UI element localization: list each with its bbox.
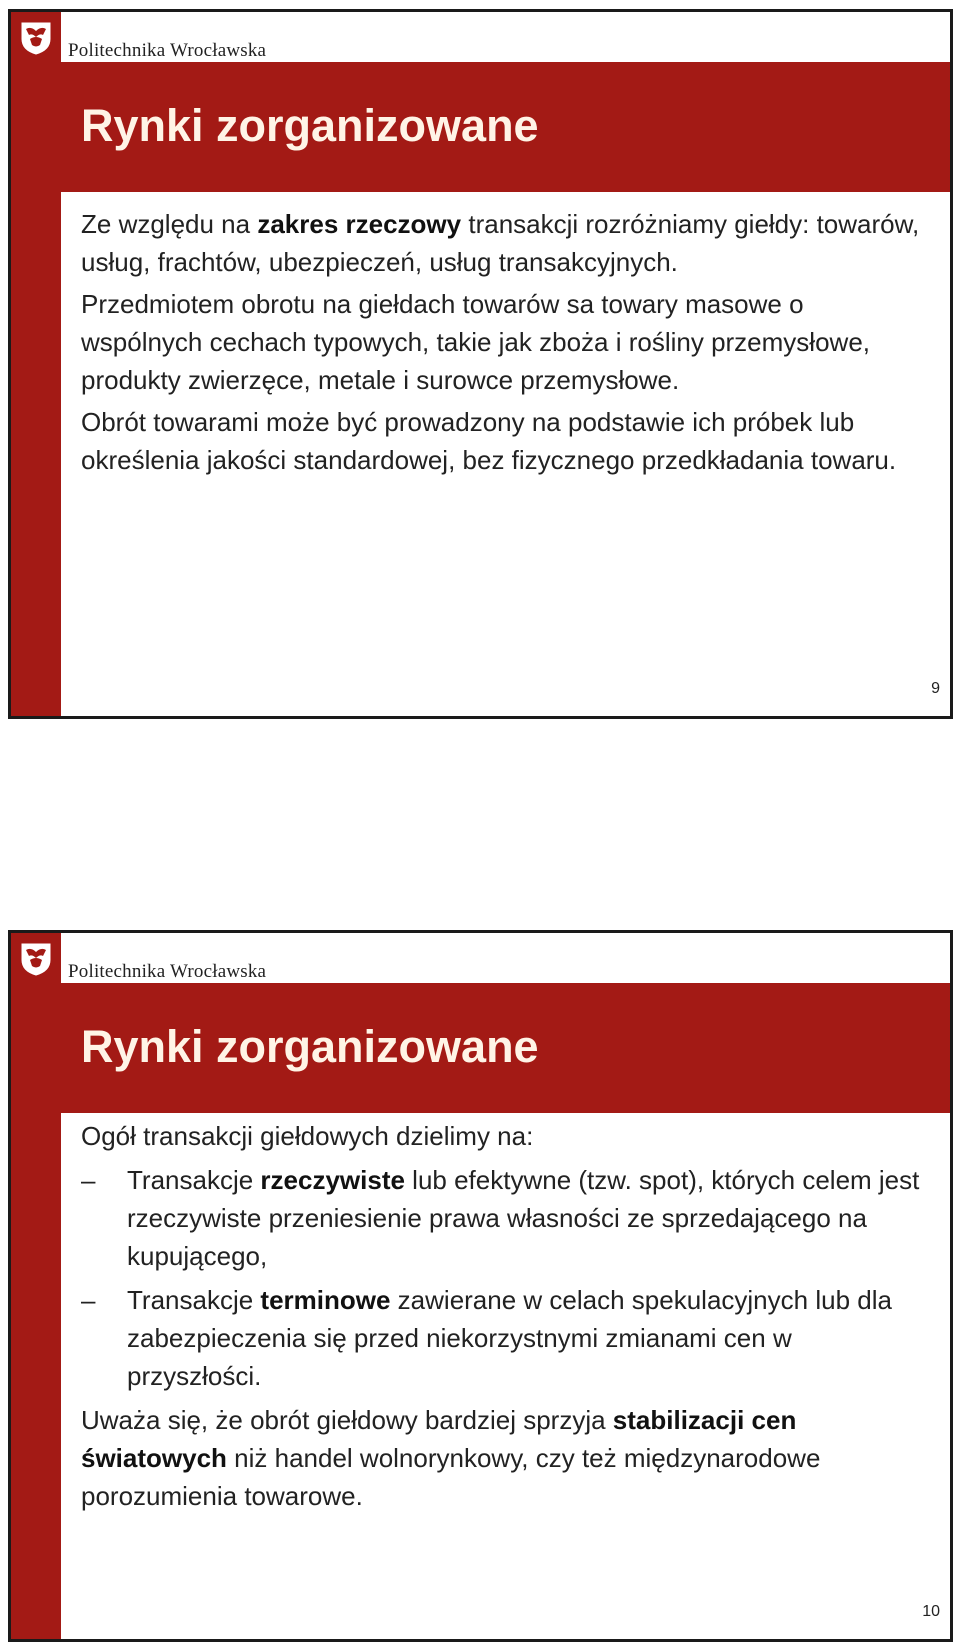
text-span: transakcji rozróżniamy giełdy: towarów, usług, frachtów, ubezpieczeń, usług transakcyjnych. xyxy=(81,209,920,277)
university-crest-icon xyxy=(11,933,61,983)
title-band xyxy=(61,983,950,1113)
bold-term: rzeczywiste xyxy=(260,1165,405,1195)
dash-bullet: – xyxy=(81,1165,96,1195)
paragraph-scope xyxy=(81,205,920,281)
university-name: Politechnika Wrocławska xyxy=(68,961,267,982)
left-accent-bar xyxy=(11,12,61,716)
text-span: niż handel wolnorynkowy, czy też międzynarodowe porozumienia towarowe. xyxy=(81,1443,821,1511)
header-logo-area xyxy=(11,933,950,983)
slide-body xyxy=(81,1117,920,1519)
slide-body xyxy=(81,205,920,483)
title-band xyxy=(61,62,950,192)
paragraph-goods: Przedmiotem obrotu na giełdach towarów sa towary masowe o wspólnych cechach typowych, takie jak zboża i rośliny przemysłowe, produkty zwierzęce, metale i surowce przemysłowe. xyxy=(81,289,871,395)
list-item-spot xyxy=(81,1161,920,1275)
text-span: zawierane w celach spekulacyjnych lub dla zabezpieczenia się przed niekorzystnymi zmianami cen w przyszłości. xyxy=(127,1285,892,1391)
paragraph-stabilization xyxy=(81,1401,920,1515)
slide-title: Rynki zorganizowane xyxy=(81,100,539,151)
text-span: lub efektywne (tzw. spot), których celem jest rzeczywiste przeniesienie prawa własności ze sprzedającego na kupującego, xyxy=(127,1165,920,1271)
university-name: Politechnika Wrocławska xyxy=(68,40,267,61)
slide-10 xyxy=(8,930,953,1642)
bold-term: zakres rzeczowy xyxy=(257,209,462,239)
dash-bullet: – xyxy=(81,1285,96,1315)
bold-term: terminowe xyxy=(260,1285,391,1315)
header-logo-area xyxy=(11,12,950,62)
page-number: 9 xyxy=(931,680,940,697)
slide-title: Rynki zorganizowane xyxy=(81,1021,539,1072)
text-span: Transakcje xyxy=(127,1165,261,1195)
list-item-futures xyxy=(81,1281,920,1395)
left-accent-bar xyxy=(11,933,61,1639)
text-span: Uważa się, że obrót giełdowy bardziej sprzyja xyxy=(81,1405,613,1435)
page-number: 10 xyxy=(922,1603,940,1620)
paragraph-intro: Ogół transakcji giełdowych dzielimy na: xyxy=(81,1121,534,1151)
paragraph-trade: Obrót towarami może być prowadzony na podstawie ich próbek lub określenia jakości standardowej, bez fizycznego przedkładania towaru. xyxy=(81,407,897,475)
text-span: Transakcje xyxy=(127,1285,261,1315)
university-crest-icon xyxy=(11,12,61,62)
bold-term: stabilizacji cen światowych xyxy=(81,1405,797,1473)
text-span: Ze względu na xyxy=(81,209,258,239)
slide-9 xyxy=(8,9,953,719)
